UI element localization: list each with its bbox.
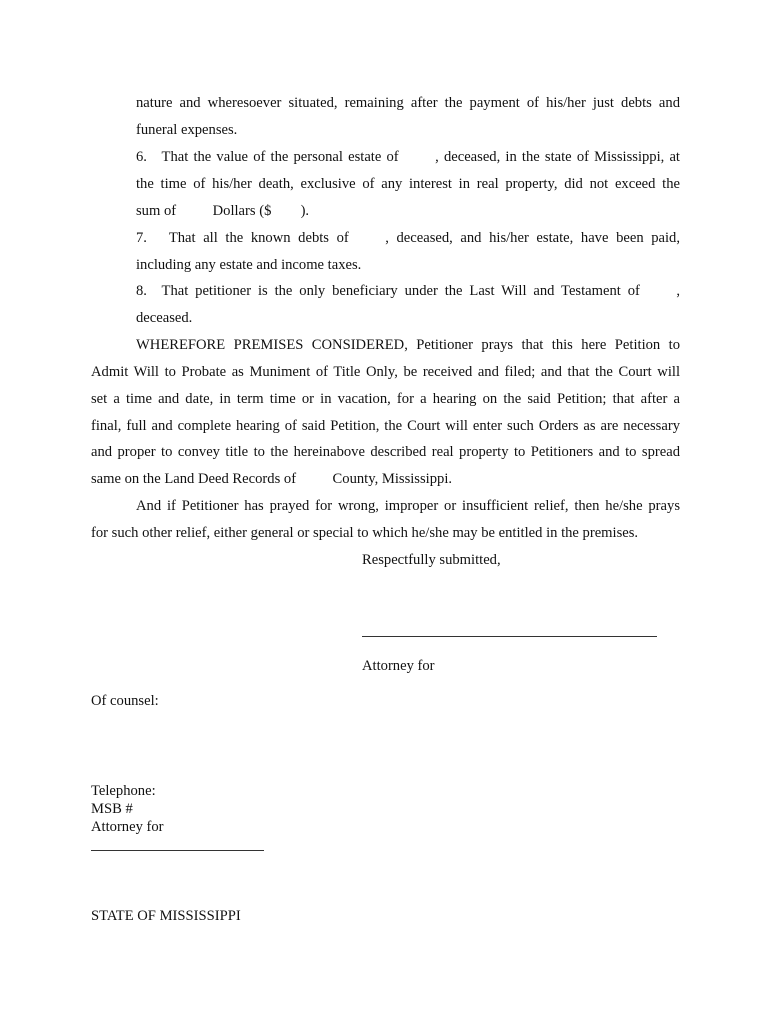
item-6-line-3: sum of Dollars ($ ). — [136, 203, 310, 219]
item-7-line-2: including any estate and income taxes. — [136, 257, 362, 273]
wherefore-line-6: same on the Land Deed Records of County, Mississippi. — [91, 471, 453, 487]
item-8-line-2: deceased. — [136, 310, 193, 326]
attorney-for-label: Attorney for — [362, 658, 435, 674]
item-6-line-1: 6. That the value of the personal estate of , deceased, in the state of Mississippi, at — [136, 149, 680, 165]
item-6-line-2: the time of his/her death, exclusive of any interest in real property, did not exceed the — [136, 176, 680, 192]
of-counsel-label: Of counsel: — [91, 693, 159, 709]
body-line-2: funeral expenses. — [136, 122, 238, 138]
msb-label: MSB # — [91, 801, 133, 817]
telephone-label: Telephone: — [91, 783, 156, 799]
item-8-line-1: 8. That petitioner is the only beneficiary under the Last Will and Testament of , — [136, 283, 680, 299]
relief-line-2: for such other relief, either general or special to which he/she may be entitled in the premises. — [91, 525, 639, 541]
body-line-1: nature and wheresoever situated, remaining after the payment of his/her just debts and — [136, 95, 680, 111]
wherefore-line-4: final, full and complete hearing of said Petition, the Court will enter such Orders as are necessary — [91, 418, 680, 434]
wherefore-line-1: WHEREFORE PREMISES CONSIDERED, Petitioner prays that this here Petition to — [136, 337, 680, 353]
wherefore-line-3: set a time and date, in term time or in vacation, for a hearing on the said Petition; that after a — [91, 391, 680, 407]
attorney-for-label-2: Attorney for — [91, 819, 164, 835]
item-7-line-1: 7. That all the known debts of , deceased, and his/her estate, have been paid, — [136, 230, 680, 246]
signature-line — [362, 636, 657, 637]
relief-line-1: And if Petitioner has prayed for wrong, improper or insufficient relief, then he/she prays — [136, 498, 680, 514]
counsel-signature-line — [91, 850, 264, 851]
wherefore-line-5: and proper to convey title to the hereinabove described real property to Petitioners and to spread — [91, 444, 680, 460]
state-heading: STATE OF MISSISSIPPI — [91, 908, 241, 924]
wherefore-line-2: Admit Will to Probate as Muniment of Title Only, be received and filed; and that the Court will — [91, 364, 680, 380]
closing-text: Respectfully submitted, — [362, 552, 501, 568]
